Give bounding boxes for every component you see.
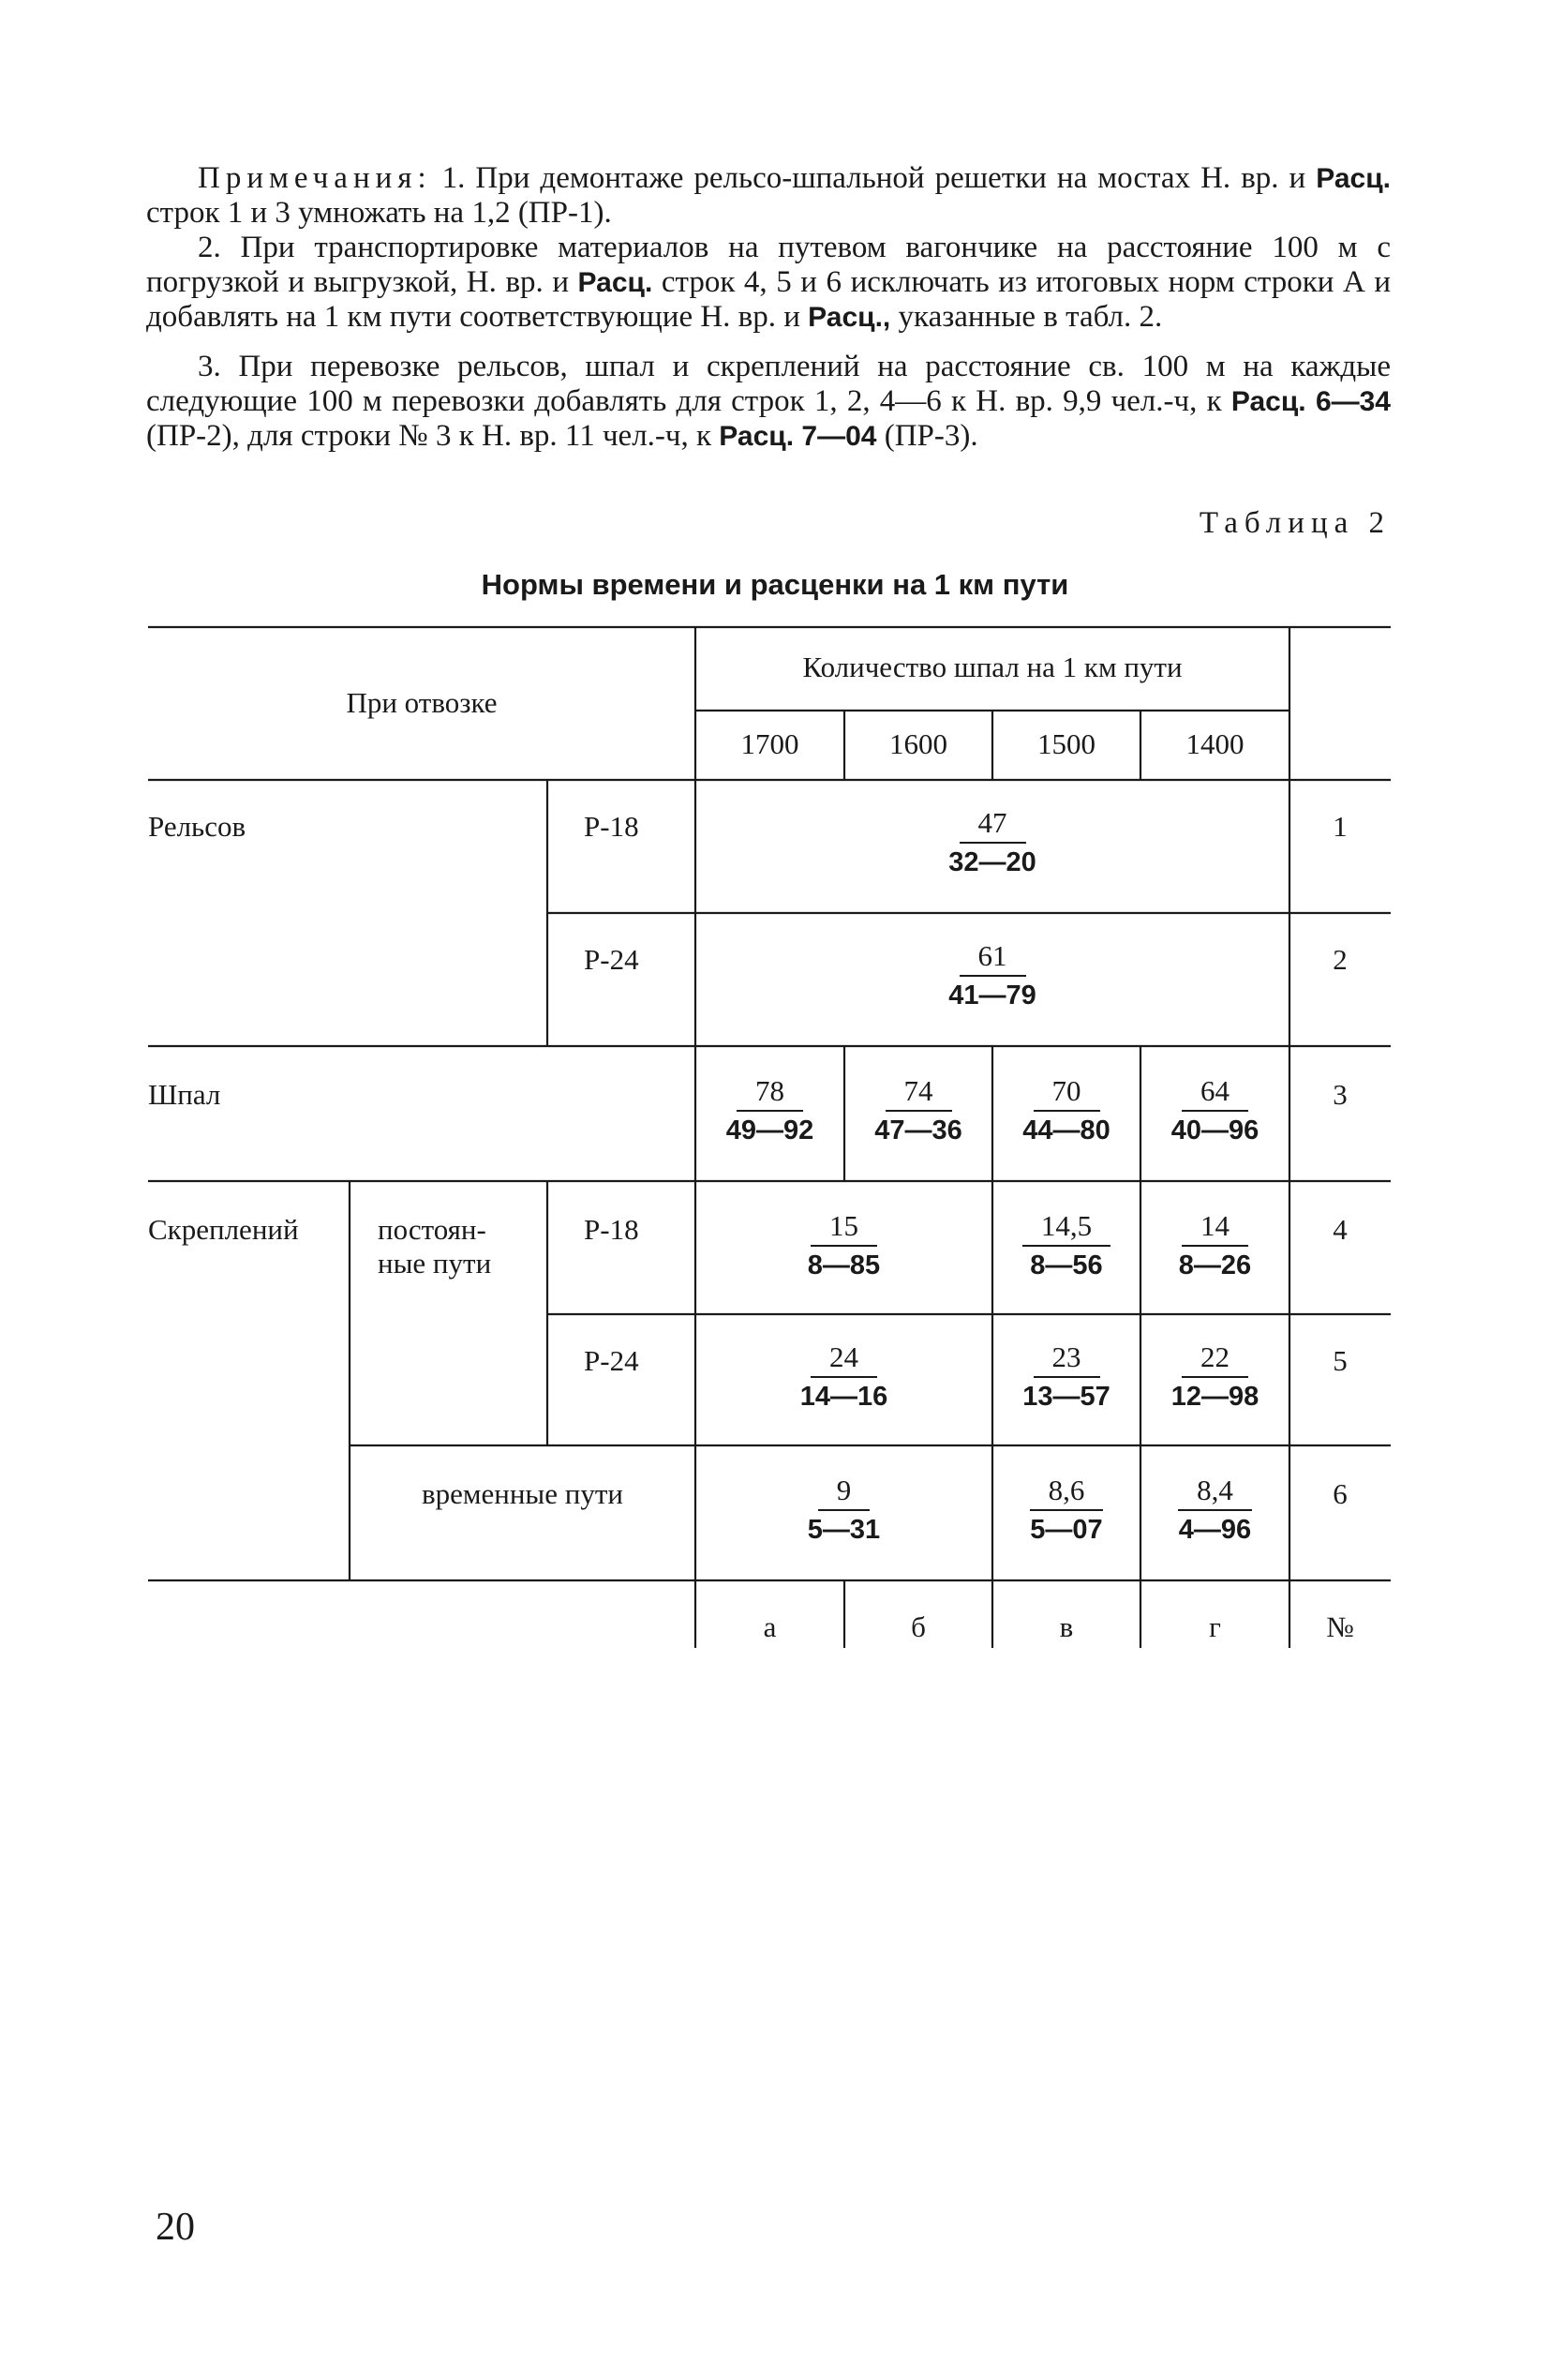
table-title: Нормы времени и расценки на 1 км пути	[481, 568, 1069, 601]
label-r24-rails: Р-24	[584, 943, 639, 976]
label-r18-rails: Р-18	[584, 810, 639, 843]
row-number-4: 4	[1333, 1213, 1348, 1246]
footer-col-a: а	[763, 1610, 777, 1643]
cell-row4-1700-1600: $\frac{15}{8—85}$	[807, 1209, 881, 1280]
header-col-1500: 1500	[1037, 727, 1095, 760]
cell-row4-1500: $\frac{14,5}{8—56}$	[992, 1209, 1140, 1284]
label-r18-fastenings: Р-18	[584, 1213, 639, 1246]
note-2: 2. При транспортировке материалов на путевом вагончике на расстояние 100 м с погрузкой и выгрузкой, Н. вр. и Расц. строк 4, 5 и 6 исключать из итоговых норм строки А и добавлять на 1 км пути соответствующие Н. вр. и Расц., указанные в табл. 2.	[146, 231, 1391, 334]
cell-row3-1700: $\frac{78}{49—92}$	[725, 1074, 814, 1145]
note-3: 3. При перевозке рельсов, шпал и скреплений на расстояние св. 100 м на каждые следующие 100 м перевозки добавлять для строк 1, 2, 4—6 к Н. вр. 9,9 чел.-ч, к Расц. 6—34 (ПР-2), для строки № 3 к Н. вр. 11 чел.-ч, к Расц. 7—04 (ПР-3).	[146, 350, 1391, 453]
footer-col-no: №	[1326, 1610, 1354, 1643]
cell-row3-1500: $\frac{70}{44—80}$	[1022, 1074, 1110, 1145]
cell-row3-1400: $\frac{64}{40—96}$	[1170, 1074, 1259, 1145]
cell-row6-1700-1600: $\frac{9}{5—31}$	[807, 1474, 881, 1545]
label-rails: Рельсов	[148, 810, 246, 843]
cell-row5-1700-1600: $\frac{24}{14—16}$	[799, 1340, 888, 1412]
row-number-2: 2	[1333, 943, 1348, 976]
notes-block	[146, 161, 1391, 454]
cell-row3-1600: $\frac{74}{47—36}$	[874, 1074, 962, 1145]
table-label: Таблица 2	[1199, 506, 1391, 540]
header-col-1400: 1400	[1185, 727, 1244, 760]
page-number: 20	[156, 2206, 195, 2249]
row-number-1: 1	[1333, 810, 1348, 843]
cell-row5-1400: $\frac{22}{12—98}$	[1170, 1340, 1259, 1412]
cell-row4-1400: $\frac{14}{8—26}$	[1178, 1209, 1252, 1280]
cell-row2: $\frac{61}{41—79}$	[948, 939, 1036, 1010]
label-temporary-track: временные пути	[421, 1477, 624, 1510]
label-permanent-track: постоян- ные пути	[378, 1213, 492, 1280]
footer-col-b: б	[911, 1610, 926, 1643]
header-col-1700: 1700	[740, 727, 799, 760]
footer-col-g: г	[1209, 1610, 1221, 1643]
row-number-3: 3	[1333, 1078, 1348, 1111]
label-r24-fastenings: Р-24	[584, 1344, 639, 1377]
cell-row6-1400: $\frac{8,4}{4—96}$	[1178, 1474, 1252, 1545]
label-sleepers: Шпал	[148, 1078, 221, 1111]
label-fastenings: Скреплений	[148, 1213, 299, 1246]
header-col-1600: 1600	[889, 727, 947, 760]
cell-row1: $\frac{47}{32—20}$	[948, 806, 1036, 877]
header-sleepers-count: Количество шпал на 1 км пути	[802, 651, 1183, 683]
footer-col-v: в	[1059, 1610, 1074, 1643]
notes-label: Примечания:	[198, 161, 432, 195]
cell-row5-1500: $\frac{23}{13—57}$	[1022, 1340, 1110, 1412]
row-number-5: 5	[1333, 1344, 1348, 1377]
header-transport: При отвозке	[346, 686, 498, 719]
note-1: Примечания: 1. При демонтаже рельсо-шпальной решетки на мостах Н. вр. и Расц. строк 1 и 3 умножать на 1,2 (ПР-1).	[146, 161, 1391, 230]
cell-row6-1500: $\frac{8,6}{5—07}$	[1030, 1474, 1103, 1545]
row-number-6: 6	[1333, 1477, 1348, 1510]
